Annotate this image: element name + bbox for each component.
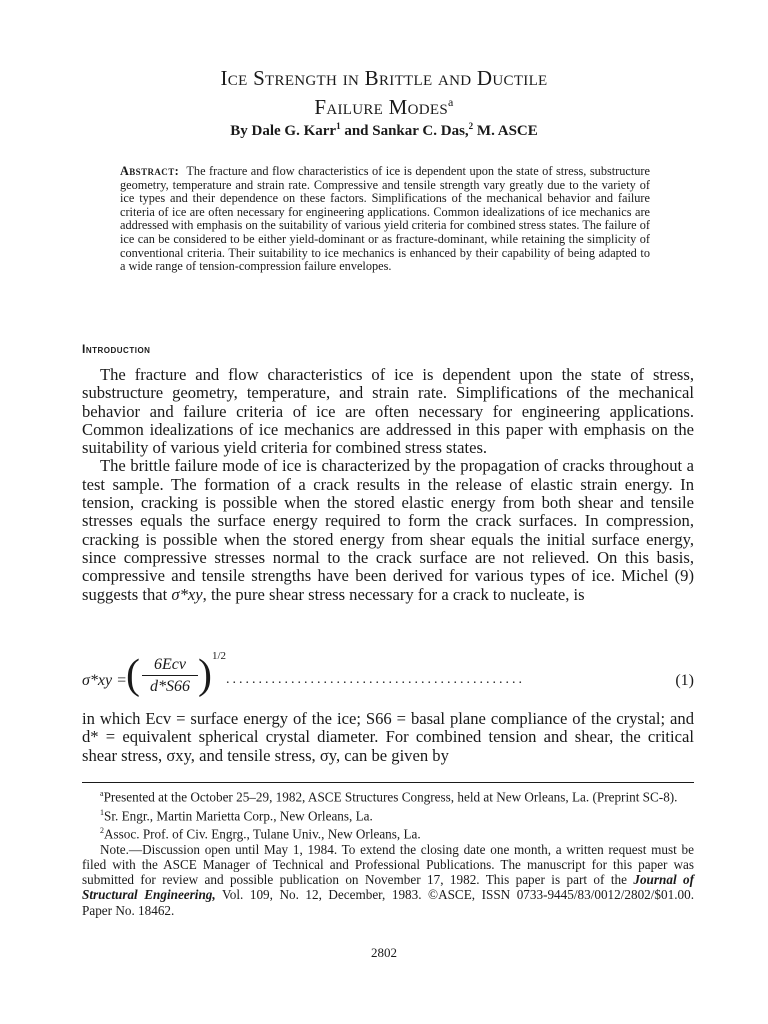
intro-paragraph-1: The fracture and flow characteristics of ice is dependent upon the state of stress, substructure geometry, temperature, and strain rate. Simplifications of the mechanical behavior and failure criteria of ice are often necessary for engineering applications. Common idealizations of ice mechanics are addressed in this paper with emphasis on the suitability of various yield criteria for combined stress states.	[82, 365, 694, 458]
abstract-text: The fracture and flow characteristics of ice is dependent upon the state of stress, substructure geometry, temperature and strain rate. Compressive and tensile strength vary greatly due to the variety of ice types and their dependence on these factors. Simplifications of the mechanical behavior and failure criteria of ice are often necessary for engineering applications. Common idealizations of ice mechanics are addressed with emphasis on the suitability of various yield criteria for combined stress states. The failure of ice can be considered to be either yield-dominant or as fracture-dominant, while retaining the simplicity of conventional criteria. Their suitability to ice mechanics is enhanced by their capability of being adapted to a wide range of tension-compression failure envelopes.	[120, 164, 650, 274]
author1-marker: 1	[336, 121, 341, 131]
introduction-body	[82, 366, 694, 604]
equation-1	[82, 650, 694, 700]
title-line-1: Ice Strength in Brittle and Ductile	[220, 66, 548, 90]
equation-leader-dots: ..............................................	[226, 672, 525, 687]
footnote-2-text: Assoc. Prof. of Civ. Engrg., Tulane Univ., New Orleans, La.	[104, 826, 421, 842]
title-line-2: Failure Modes	[314, 95, 449, 119]
abstract-label: Abstract:	[120, 164, 180, 178]
equation-fraction	[142, 656, 198, 696]
continuation-paragraph: in which Ecv = surface energy of the ice; S66 = basal plane compliance of the crystal; and d* = equivalent spherical crystal diameter. For combined tension and shear, the critical shear stress, σxy, and tensile stress, σy, can be given by	[82, 709, 694, 765]
byline-prefix: By Dale G. Karr	[230, 123, 337, 139]
equation-left-paren: (	[126, 652, 140, 698]
footnote-a-marker: a	[100, 789, 104, 798]
abstract	[120, 165, 650, 274]
equation-lhs: σ*xy =	[82, 672, 127, 689]
equation-numerator: 6Ecv	[142, 656, 198, 676]
equation-number: (1)	[675, 672, 694, 689]
section-heading-introduction: Introduction	[82, 342, 151, 356]
equation-exponent: 1/2	[212, 650, 227, 662]
intro-paragraph-2	[82, 457, 694, 603]
paper-title	[0, 66, 768, 119]
footnote-1-marker: 1	[100, 807, 104, 817]
footnote-2	[82, 823, 694, 842]
footnote-a-text: Presented at the October 25–29, 1982, ASCE Structures Congress, held at New Orleans, La. (Preprint SC-8).	[103, 789, 678, 805]
byline-suffix: M. ASCE	[473, 123, 538, 139]
author-byline	[0, 121, 768, 140]
equation-denominator: d*S66	[150, 678, 190, 695]
footnote-1	[82, 805, 694, 824]
footnote-a	[82, 786, 694, 805]
intro-paragraph-2-end: , the pure shear stress necessary for a crack to nucleate, is	[202, 584, 585, 604]
author2-marker: 2	[468, 121, 474, 131]
byline-middle: and Sankar C. Das,	[340, 123, 469, 139]
intro-paragraph-2-text: The brittle failure mode of ice is characterized by the propagation of cracks throughout a test sample. The formation of a crack results in the release of elastic strain energy. In tension, cracking is possible when the stored elastic energy from both shear and tensile stresses equals the surface energy required to form the crack surfaces. In compression, cracking is possible when the stored energy from shear equals the initial surface energy, since compressive stresses normal to the crack surface are not relieved. On this basis, compressive and tensile strengths have been derived for various types of ice. Michel (9) suggests that	[82, 456, 694, 604]
footnote-note	[82, 842, 694, 918]
footnote-1-text: Sr. Engr., Martin Marietta Corp., New Orleans, La.	[104, 807, 373, 823]
equation-right-paren: )	[198, 652, 212, 698]
footnote-divider	[82, 782, 694, 783]
footnotes	[82, 786, 694, 918]
page-number: 2802	[371, 945, 397, 960]
note-text-pre: Note.—Discussion open until May 1, 1984. To extend the closing date one month, a written request must be filed with the ASCE Manager of Technical and Professional Publications. The manuscript for this paper was submitted for review and possible publication on November 17, 1982. This paper is part of the	[82, 841, 694, 888]
note-text-post: Vol. 109, No. 12, December, 1983. ©ASCE, ISSN 0733-9445/83/0012/2802/$01.00. Paper No. 18462.	[82, 887, 694, 918]
footnote-2-marker: 2	[100, 826, 104, 836]
title-footnote-marker: a	[448, 95, 454, 109]
shear-stress-symbol: σ*xy	[171, 584, 203, 604]
journal-name: Journal of Structural Engineering,	[82, 872, 695, 903]
